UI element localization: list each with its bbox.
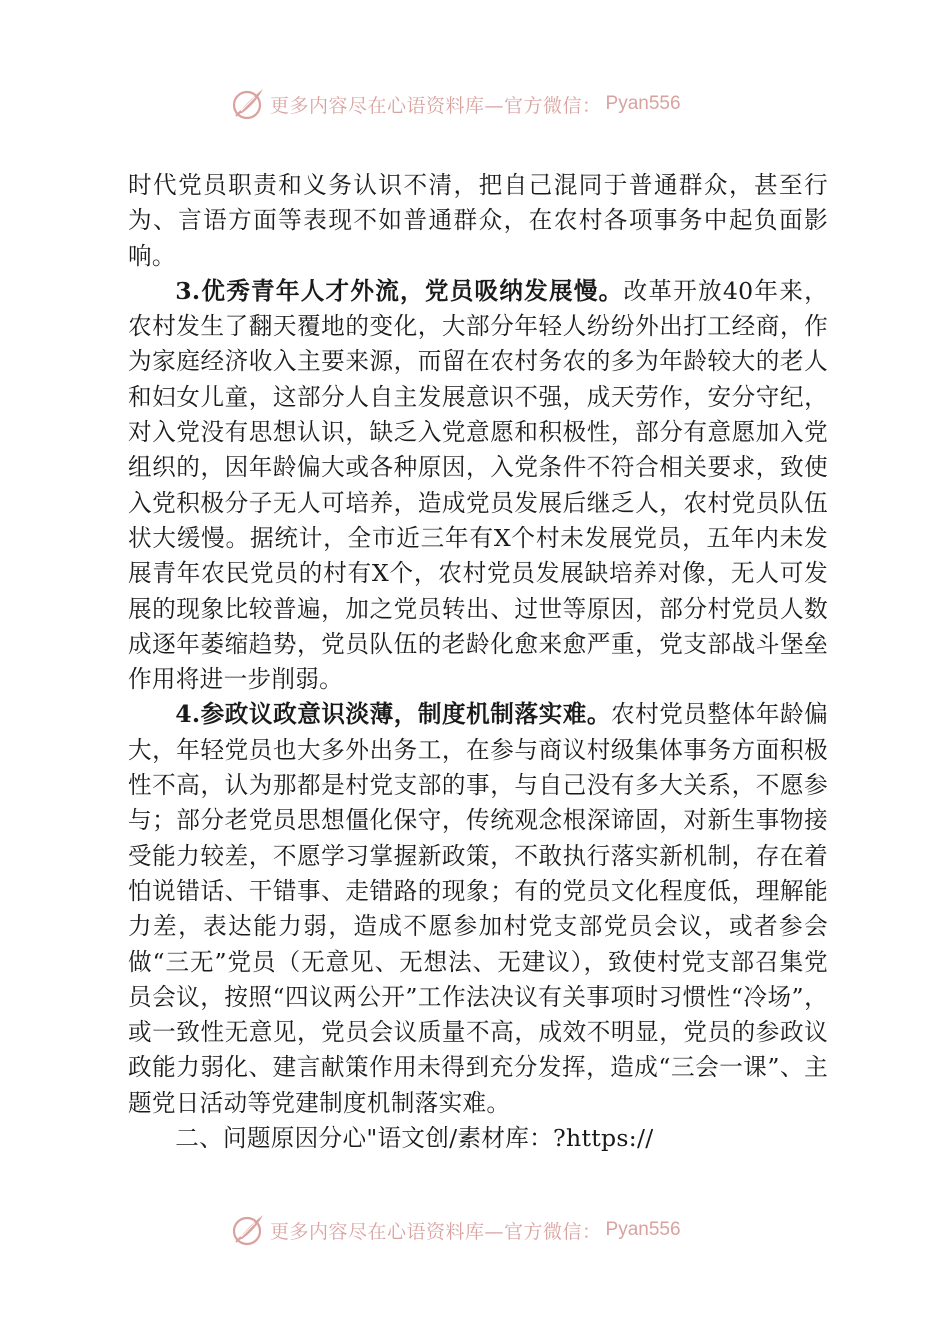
paragraph-text: 农村党员整体年龄偏大，年轻党员也大多外出务工，在参与商议村级集体事务方面积极性不高，认为那都是村党支部的事，与自己没有多大关系，不愿参与；部分老党员思想僵化保守，传统观念根深谛固，对新生事物接受能力较差，不愿学习掌握新政策，不敢执行落实新机制，存在着怕说错话、干错事、走错路的现象；有的党员文化程度低，理解能力差，表达能力弱，造成不愿参加村党支部党员会议，或者参会做“三无”党员（无意见、无想法、无建议），致使村党支部召集党员会议，按照“四议两公开”工作法决议有关事项时习惯性“冷场”，或一致性无意见，党员会议质量不高，成效不明显，党员的参政议政能力弱化、建言献策作用未得到充分发挥，造成“三会一课”、主题党日活动等党建制度机制落实难。 [128,700,828,1117]
paragraph-section-heading-2 [128,1121,828,1156]
paragraph-section-4 [128,697,828,1121]
quill-logo-icon [230,86,266,122]
paragraph-continuation [128,168,828,274]
footer-watermark [230,1210,750,1250]
section-3-heading: 3.优秀青年人才外流，党员吸纳发展慢。 [175,276,624,305]
quill-logo-icon [230,1212,266,1248]
paragraph-text: 二、问题原因分心"语文创/素材库：?https:// [175,1124,654,1153]
watermark-wechat-id: Pyan556 [605,1219,681,1240]
document-body [128,168,828,1156]
paragraph-text: 时代党员职责和义务认识不清，把自己混同于普通群众，甚至行为、言语方面等表现不如普通群众，在农村各项事务中起负面影响。 [128,171,828,270]
paragraph-section-3 [128,274,828,698]
header-watermark [230,84,750,124]
section-4-heading: 4.参政议政意识淡薄，制度机制落实难。 [175,700,611,729]
paragraph-text: 改革开放40年来，农村发生了翻天覆地的变化，大部分年轻人纷纷外出打工经商，作为家庭经济收入主要来源，而留在农村务农的多为年龄较大的老人和妇女儿童，这部分人自主发展意识不强，成天劳作，安分守纪，对入党没有思想认识，缺乏入党意愿和积极性，部分有意愿加入党组织的，因年龄偏大或各种原因，入党条件不符合相关要求，致使入党积极分子无人可培养，造成党员发展后继乏人，农村党员队伍状大缓慢。据统计，全市近三年有X个村未发展党员，五年内未发展青年农民党员的村有X个，农村党员发展缺培养对像，无人可发展的现象比较普遍，加之党员转出、过世等原因，部分村党员人数成逐年萎缩趋势，党员队伍的老龄化愈来愈严重，党支部战斗堡垒作用将进一步削弱。 [128,276,828,694]
watermark-text: 更多内容尽在心语资料库—官方微信： [270,1220,602,1243]
watermark-text: 更多内容尽在心语资料库—官方微信： [270,94,602,117]
watermark-wechat-id: Pyan556 [605,93,681,114]
